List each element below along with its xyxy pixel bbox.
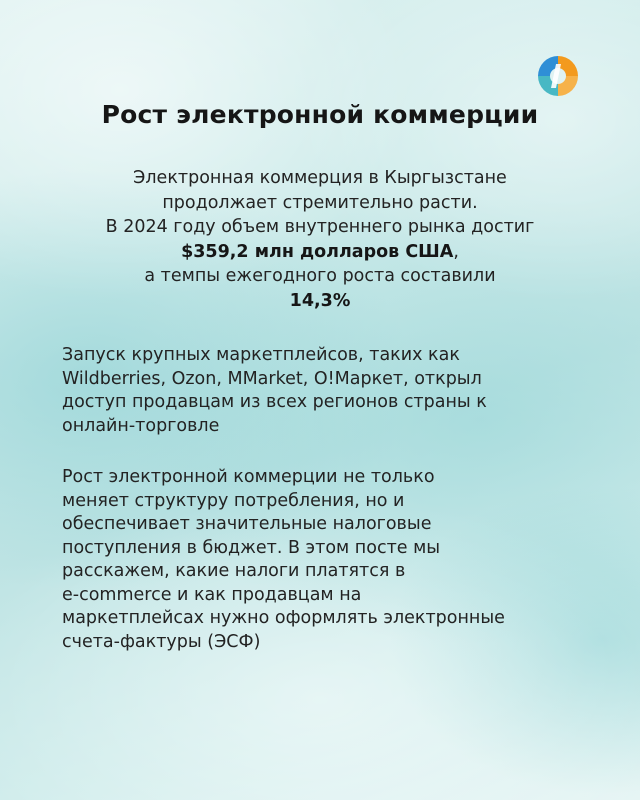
intro-line-3: В 2024 году объем внутреннего рынка достиг xyxy=(105,217,535,237)
paragraph-line: доступ продавцам из всех регионов страны к xyxy=(62,392,487,412)
intro-block xyxy=(40,166,600,313)
paragraph-line: поступления в бюджет. В этом посте мы xyxy=(62,537,441,558)
amount-suffix: , xyxy=(453,241,459,262)
paragraph-line: онлайн-торговле xyxy=(62,415,220,436)
paragraph-line: Запуск крупных маркетплейсов, таких как xyxy=(62,345,460,365)
intro-line-2: продолжает стремительно расти. xyxy=(162,192,478,213)
page-title: Рост электронной коммерции xyxy=(101,100,539,129)
taxes-paragraph xyxy=(62,466,582,654)
intro-line-5: а темпы ежегодного роста составили xyxy=(144,266,496,286)
paragraph-line: Рост электронной коммерции не только xyxy=(62,467,435,487)
paragraph-line: расскажем, какие налоги платятся в xyxy=(62,561,406,581)
paragraph-line: счета-фактуры (ЭСФ) xyxy=(62,631,261,652)
brand-logo-icon xyxy=(534,52,582,100)
paragraph-line: маркетплейсах нужно оформлять электронные xyxy=(62,608,505,628)
intro-line-1: Электронная коммерция в Кыргызстане xyxy=(133,168,507,188)
marketplaces-paragraph xyxy=(62,344,582,438)
paragraph-line: обеспечивает значительные налоговые xyxy=(62,514,432,534)
growth-rate-value: 14,3% xyxy=(289,290,351,311)
paragraph-line: меняет структуру потребления, но и xyxy=(62,490,405,511)
market-volume-value: $359,2 млн долларов США xyxy=(181,241,454,262)
intro-amount-line xyxy=(40,240,600,265)
paragraph-line: e-commerce и как продавцам на xyxy=(62,584,362,605)
paragraph-line: Wildberries, Ozon, MMarket, O!Маркет, открыл xyxy=(62,368,482,389)
